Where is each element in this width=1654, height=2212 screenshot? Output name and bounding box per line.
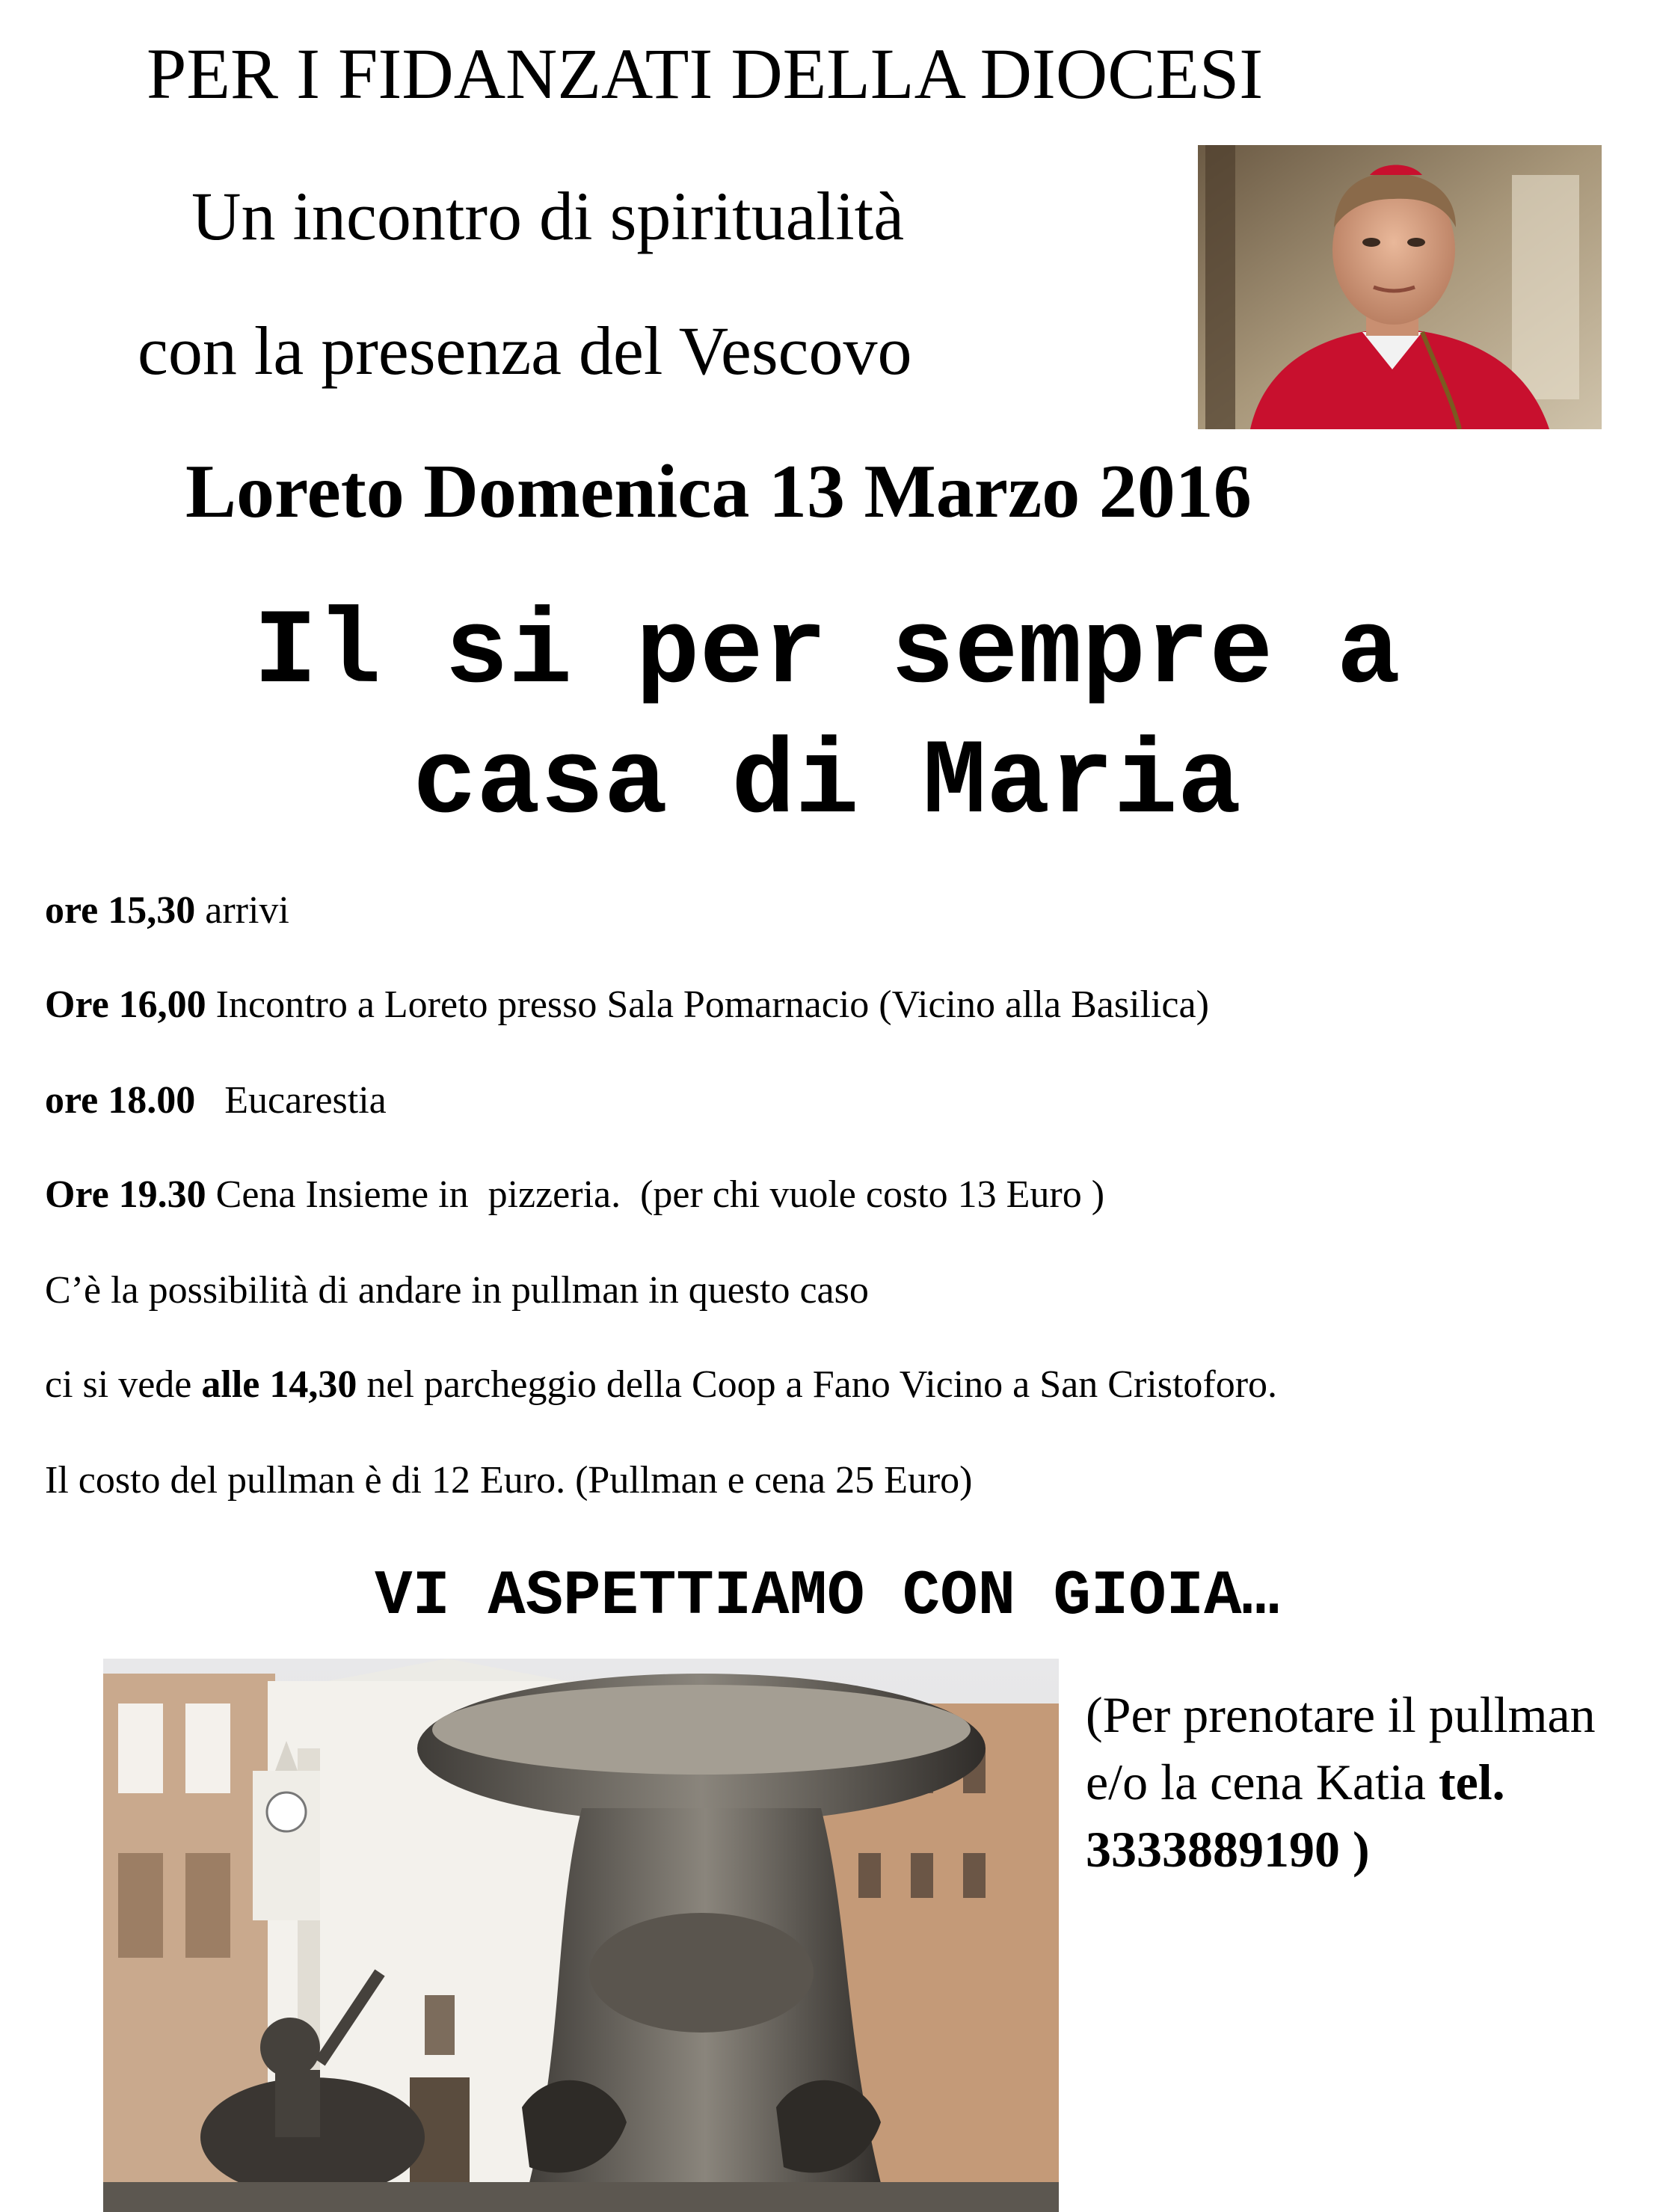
loreto-basilica-fountain-photo	[103, 1659, 1059, 2212]
bus-info-line-3: Il costo del pullman è di 12 Euro. (Pullman e cena 25 Euro)	[45, 1459, 973, 1502]
contact-info	[1086, 1681, 1624, 1883]
schedule-item	[45, 887, 289, 935]
schedule-time: ore 15,30	[45, 889, 196, 932]
header-line-3: con la presenza del Vescovo	[138, 313, 912, 389]
bus-info-pre: ci si vede	[45, 1363, 202, 1406]
header-line-1: PER I FIDANZATI DELLA DIOCESI	[147, 34, 1264, 114]
schedule-item	[45, 981, 1209, 1029]
header-line-2: Un incontro di spiritualità	[191, 178, 905, 254]
schedule-item	[45, 1077, 387, 1125]
bishop-portrait	[1198, 145, 1602, 429]
schedule-item	[45, 1171, 1104, 1219]
event-date: Loreto Domenica 13 Marzo 2016	[185, 449, 1252, 534]
slogan-line-1: Il si per sempre a	[253, 593, 1401, 713]
schedule-time: Ore 19.30	[45, 1173, 206, 1216]
bus-info-line-1: C’è la possibilità di andare in pullman in questo caso	[45, 1269, 869, 1312]
bus-departure-time: alle 14,30	[201, 1363, 357, 1406]
schedule-text: Cena Insieme in pizzeria. (per chi vuole costo 13 Euro )	[206, 1173, 1105, 1216]
contact-phone: 3333889190 )	[1086, 1821, 1370, 1878]
schedule-text: Incontro a Loreto presso Sala Pomarnacio (Vicino alla Basilica)	[206, 983, 1209, 1026]
bus-info-post: nel parcheggio della Coop a Fano Vicino a San Cristoforo.	[357, 1363, 1278, 1406]
schedule-text: Eucarestia	[195, 1079, 387, 1122]
closing-message: VI ASPETTIAMO CON GIOIA…	[375, 1561, 1279, 1632]
schedule-time: Ore 16,00	[45, 983, 206, 1026]
contact-text: (Per prenotare il pullman e/o la cena Katia	[1086, 1686, 1596, 1810]
schedule-time: ore 18.00	[45, 1079, 196, 1122]
bus-info-line-2	[45, 1361, 1277, 1409]
contact-tel-label: tel.	[1438, 1754, 1505, 1810]
slogan-line-2: casa di Maria	[413, 723, 1241, 844]
schedule-text: arrivi	[195, 889, 289, 932]
